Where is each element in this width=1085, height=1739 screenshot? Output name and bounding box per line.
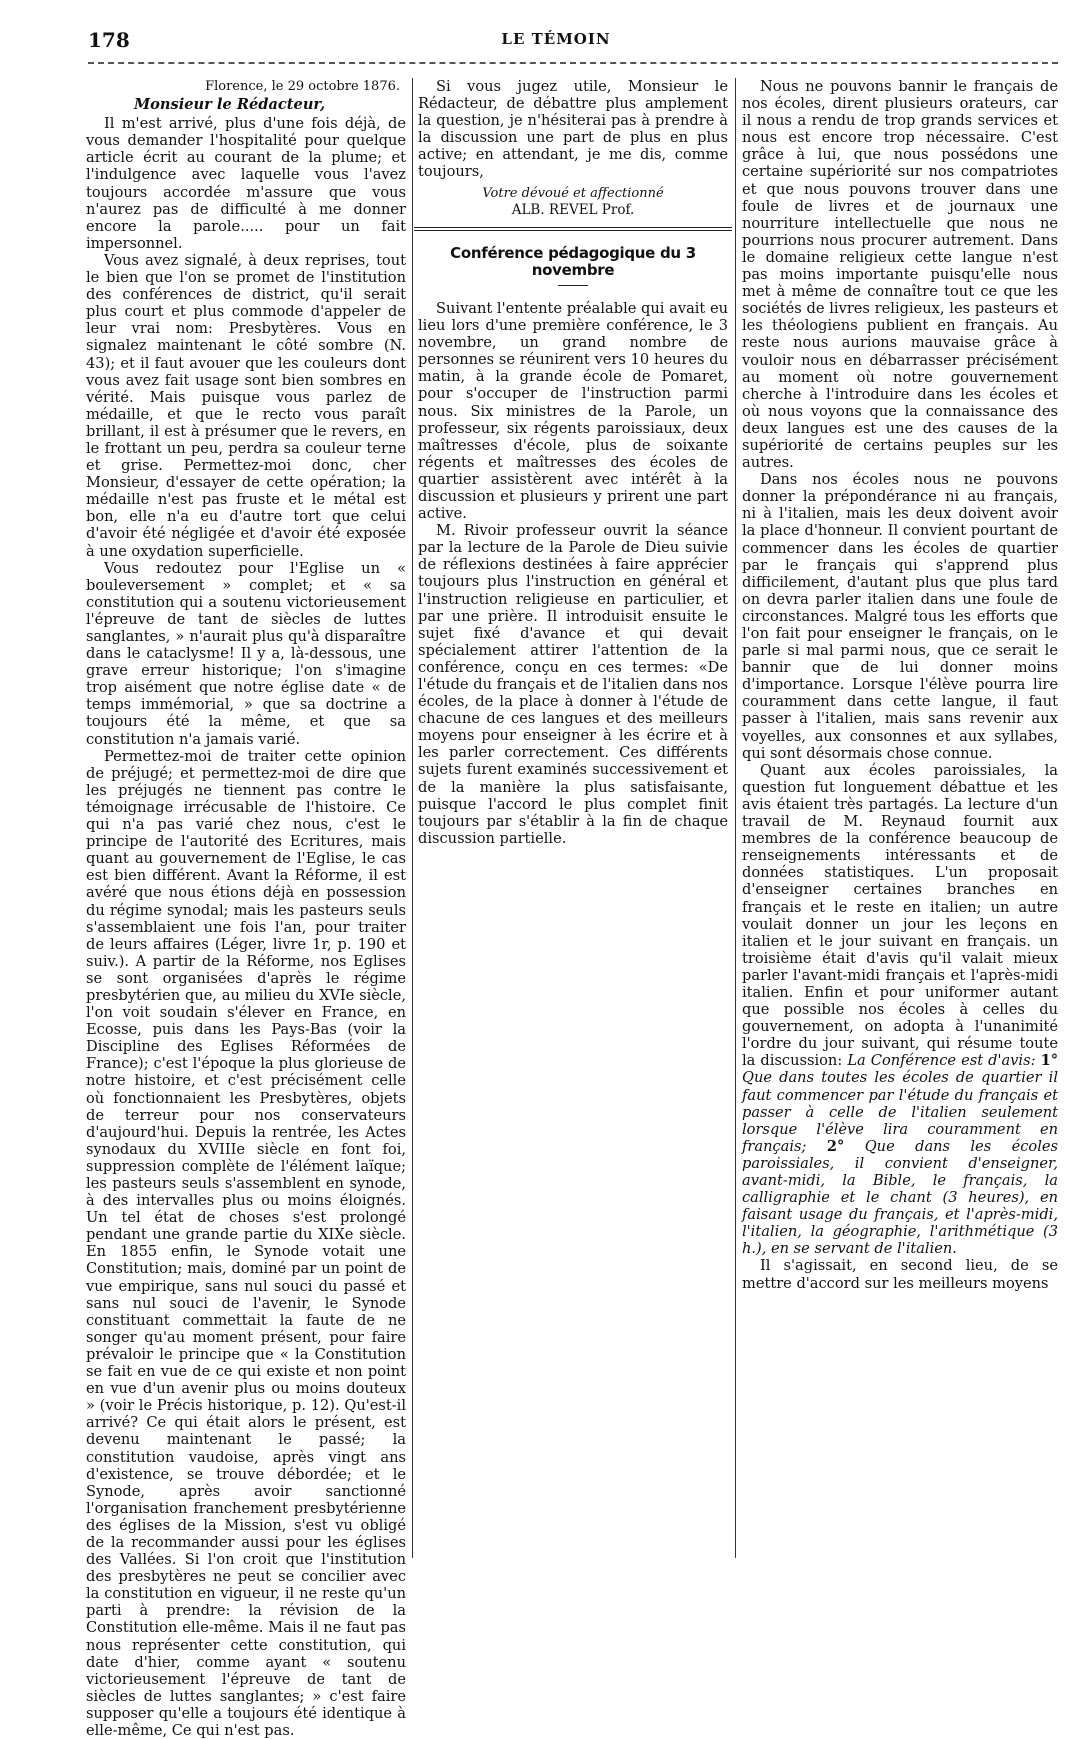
letter-paragraph: Si vous jugez utile, Monsieur le Rédacteur, de débattre plus amplement la question, je n'hésiterai pas à prendre à la discussion une part de plus en plus active; en attendant, je me dis, comme toujours, [418, 78, 728, 181]
page-number: 178 [88, 28, 130, 52]
letter-dateline: Florence, le 29 octobre 1876. [205, 79, 400, 94]
column-3 [742, 78, 1058, 1568]
resolution-1: Que dans toutes les écoles de quartier il faut commencer par l'étude du français et passer à celle de l'italien seulement lorsque l'élève lira couramment en français; [742, 1069, 1058, 1155]
article-paragraph: M. Rivoir professeur ouvrit la séance par la lecture de la Parole de Dieu suivie de réflexions destinées à faire apprécier toujours plus l'instruction en général et l'instruction religieuse en particulier, et par une prière. Il introduisit ensuite le sujet fixé d'avance et qui devait spécialement attirer l'attention de la conférence, conçu en ces termes: «De l'étude du français et de l'italien dans nos écoles, de la place à donner à l'étude de chacune de ces langues et des meilleurs moyens pour enseigner à les écrire et à les parler correctement. Ces différents sujets furent examinés successivement et de la manière la plus satisfaisante, puisque l'accord le plus complet finit toujours par s'établir à la fin de chaque discussion partielle. [418, 522, 728, 847]
title-separator [558, 285, 588, 286]
article-paragraph-text: Quant aux écoles paroissiales, la question fut longuement débattue et les avis étaient très partagés. La lecture d'un travail de M. Reynaud fournit aux membres de la conférence beaucoup de renseignements intéressants et de données statistiques. L'un proposait d'enseigner certaines branches en français et le reste en italien; un autre voulait donner un jour les leçons en italien et le jour suivant en français. un troisième était d'avis qu'il valait mieux parler l'avant-midi français et l'après-midi italien. Enfin et pour uniformer autant que possible nos écoles à celles du gouvernement, on adopta à l'unanimité l'ordre du jour suivant, qui résume toute la discussion: [742, 761, 1058, 1070]
article-paragraph: Dans nos écoles nous ne pouvons donner la prépondérance ni au français, ni à l'italien, mais les deux doivent avoir la place d'honneur. Il convient pourtant de commencer dans les écoles de quartier par le français qui s'apprend plus difficilement, d'autant plus que plus tard on devra parler italien dans une foule de circonstances. Malgré tous les efforts que l'on fait pour enseigner le français, on le parle si mal parmi nous, que ce serait le bannir que de lui donner moins d'importance. Lorsque l'élève pourra lire couramment dans cette langue, il faut passer à l'italien, mais sans revenir aux voyelles, aux consonnes et aux syllabes, qui sont désormais chose connue. [742, 471, 1058, 762]
article-paragraph: Suivant l'entente préalable qui avait eu lieu lors d'une première conférence, le 3 novembre, un grand nombre de personnes se réunirent vers 10 heures du matin, à la grande école de Pomaret, pour s'occuper de l'instruction parmi nous. Six ministres de la Parole, un professeur, six régents paroissiaux, deux maîtresses d'école, plus de soixante régents et maîtresses des écoles de quartier assistèrent avec intérêt à la discussion et plusieurs y prirent une part active. [418, 299, 728, 523]
letter-paragraph: Vous redoutez pour l'Eglise un « bouleversement » complet; et « sa constitution qui a soutenu victorieusement l'épreuve de tant de siècles de luttes sanglantes, » n'aurait plus qu'à disparaître dans le cataclysme! Il y a, là-dessous, une grave erreur historique; l'on s'imagine trop aisément que notre église date « de temps immémorial, » que sa doctrine a toujours été la même, et que sa constitution n'a jamais varié. [86, 559, 406, 748]
article-paragraph: Il s'agissait, en second lieu, de se mettre d'accord sur les meilleurs moyens [742, 1257, 1058, 1292]
journal-title: LE TÉMOIN [501, 30, 611, 48]
section-rule-bottom [414, 230, 732, 231]
header-rule [88, 62, 1058, 64]
resolution-2-number: 2° [826, 1137, 845, 1155]
article-title: Conférence pédagogique du 3 novembre [450, 243, 696, 279]
column-2 [418, 78, 728, 1568]
letter-closing: Votre dévoué et affectionné [482, 185, 664, 201]
article-paragraph: Nous ne pouvons bannir le français de nos écoles, dirent plusieurs orateurs, car il nous a rendu de trop grands services et nous est encore trop nécessaire. C'est grâce à lui, que nous possédons une certaine supériorité sur nos compatriotes et que nous pouvons trouver dans une foule de livres et de journaux une nourriture intellectuelle que nous ne pourrions nous procurer autrement. Dans le domaine religieux cette langue n'est pas moins importante puisqu'elle nous met à même de connaître tout ce que les sociétés de livres religieux, les pasteurs et les théologiens publient en français. Au reste nous aurions mauvaise grâce à vouloir nous en débarrasser précisément au moment où notre gouvernement cherche à l'introduire dans les écoles et où nous voyons que la connaissance des deux langues est une des causes de la supériorité de certains peuples sur les autres. [742, 78, 1058, 472]
page-header [56, 28, 1056, 56]
column-1 [86, 78, 406, 1739]
letter-paragraph: Vous avez signalé, à deux reprises, tout le bien que l'on se promet de l'institution des conférences de district, qu'il serait plus court et plus commode d'appeler de leur vrai nom: Presbytères. Vous en signalez maintenant le côté sombre (N. 43); et il faut avouer que les couleurs dont vous avez fait usage sont bien sombres en vérité. Mais puisque vous parlez de médaille, et que le recto vous paraît brillant, il est à présumer que le revers, en le frottant un peu, perdra sa couleur terne et grise. Permettez-moi donc, cher Monsieur, d'essayer de cette opération; la médaille n'est pas fruste et le métal est bon, elle n'a eu d'autre tort que celui d'avoir été négligée et d'avoir été exposée à une oxydation superficielle. [86, 251, 406, 560]
letter-signature: ALB. REVEL Prof. [511, 201, 635, 218]
letter-paragraph: Il m'est arrivé, plus d'une fois déjà, de vous demander l'hospitalité pour quelque article écrit au courant de la plume; et l'indulgence avec laquelle vous l'avez toujours accordée m'assure que vous n'aurez pas de difficulté à me donner encore la parole..... pour un fait impersonnel. [86, 115, 406, 252]
column-divider-2 [735, 78, 736, 1558]
section-rule-top [414, 227, 732, 228]
resolution-lead: La Conférence est d'avis: [847, 1052, 1036, 1070]
letter-paragraph: Permettez-moi de traiter cette opinion de préjugé; et permettez-moi de dire que les préjugés ne tiennent pas contre le témoignage irrécusable de l'histoire. Ce qui n'a pas varié chez nous, c'est le principe de l'autorité des Ecritures, mais quant au gouvernement de l'Eglise, le cas est bien différent. Avant la Réforme, il est avéré que nous étions déjà en possession du régime synodal; mais les pasteurs seuls s'assemblaient une fois l'an, pour traiter de leurs affaires (Léger, livre 1r, p. 190 et suiv.). A partir de la Réforme, nos Eglises se sont organisées d'après le régime presbytérien que, au milieu du XVIe siècle, l'on voit soudain s'élever en France, en Ecosse, puis dans les Pays-Bas (voir la Discipline des Eglises Réformées de France); c'est l'époque la plus glorieuse de notre histoire, et c'est précisément celle où fonctionnaient les Presbytères, objets de terreur pour nos conservateurs d'aujourd'hui. Depuis la rentrée, les Actes synodaux du XVIIIe siècle en font foi, suppression complète de l'élément laïque; les pasteurs seuls s'assemblent en synode, à des intervalles plus ou moins éloignés. Un tel état de choses s'est prolongé pendant une grande partie du XIXe siècle. En 1855 enfin, le Synode votait une Constitution; mais, dominé par un point de vue empirique, sans nul souci du passé et sans nul souci de l'avenir, le Synode constituant commettait la faute de ne songer qu'au moment présent, pour faire prévaloir le principe que « la Constitution se fait en vue de ce qui existe et non point en vue d'un avenir plus ou moins douteux » (voir le Précis historique, p. 12). Qu'est-il arrivé? Ce qui était alors le présent, est devenu maintenant le passé; la constitution vaudoise, après vingt ans d'existence, se trouve débordée; et le Synode, après avoir sanctionné l'organisation franchement presbytérienne des églises de la Mission, s'est vu obligé de la recommander aussi pour les églises des Vallées. Si l'on croit que l'institution des presbytères ne peut se concilier avec la constitution en vigueur, il ne reste qu'un parti à prendre: la révision de la Constitution elle-même. Mais il ne faut pas nous représenter cette constitution, qui date d'hier, comme ayant « soutenu victorieusement l'épreuve de tant de siècles de luttes sanglantes; » c'est faire supposer qu'elle a toujours été identique à elle-même, Ce qui n'est pas. [86, 747, 406, 1739]
resolution-2: Que dans les écoles paroissiales, il convient d'enseigner, avant-midi, la Bible, le français, la calligraphie et le chant (3 heures), en faisant usage du français, et l'après-midi, l'italien, la géographie, l'arithmétique (3 h.), en se servant de l'italien. [742, 1137, 1059, 1258]
letter-salutation: Monsieur le Rédacteur, [134, 96, 326, 114]
column-divider-1 [412, 78, 413, 1558]
resolution-1-number: 1° [1040, 1052, 1059, 1070]
article-paragraph [742, 762, 1058, 1258]
